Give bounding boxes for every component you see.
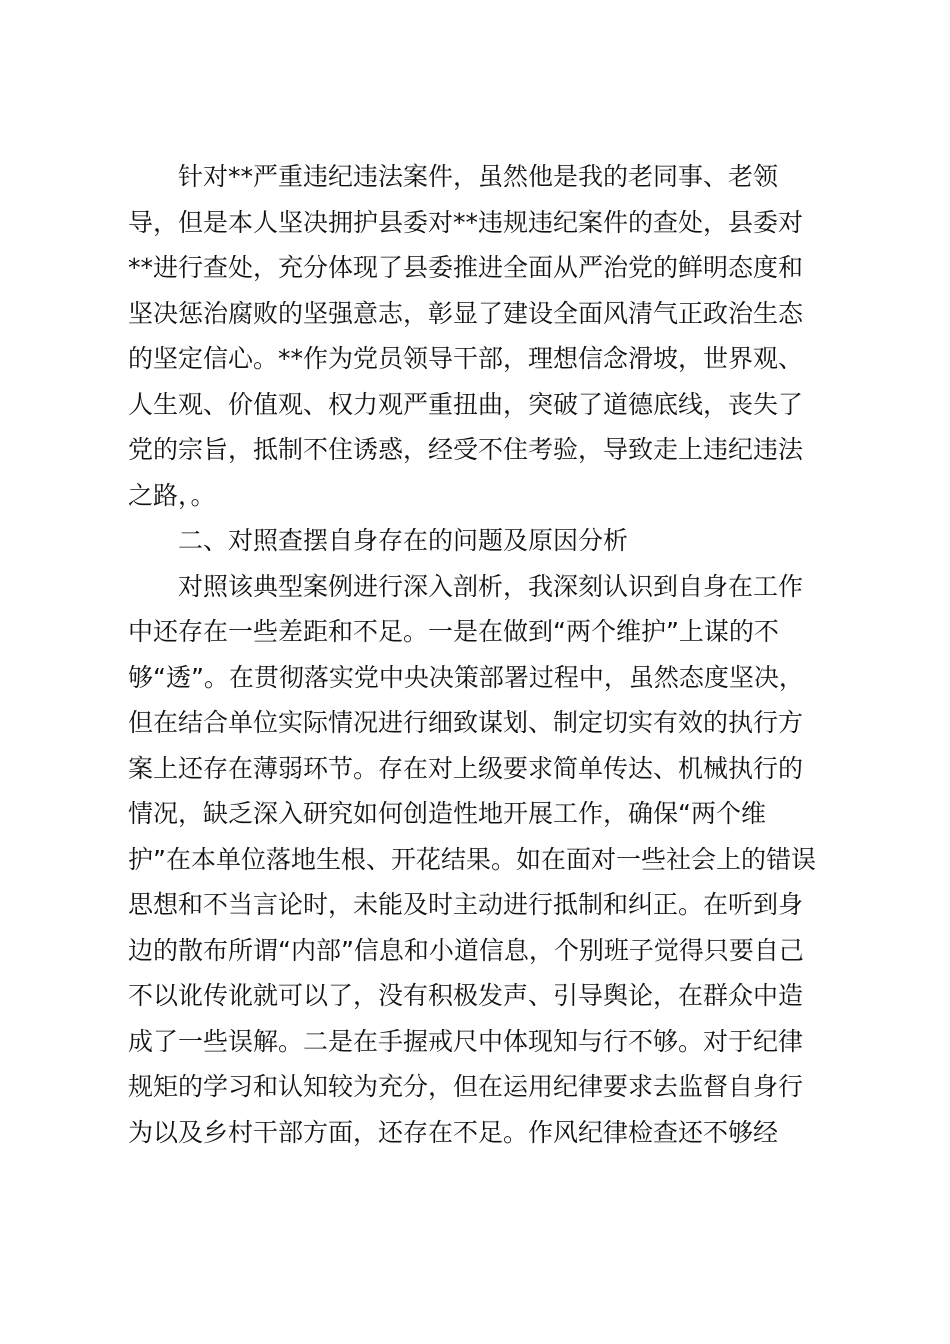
paragraph-2-line-9: 边的散布所谓“内部”信息和小道信息，个别班子觉得只要自己 <box>128 935 804 965</box>
paragraph-2-line-10: 不以讹传讹就可以了，没有积极发声、引导舆论，在群众中造 <box>128 981 804 1010</box>
paragraph-1-line-7: 党的宗旨，抵制不住诱惑，经受不住考验，导致走上违纪违法 <box>128 435 804 464</box>
paragraph-2-line-13: 为以及乡村干部方面，还存在不足。作风纪律检查还不够经 <box>128 1117 779 1147</box>
paragraph-1-line-1: 针对**严重违纪违法案件，虽然他是我的老同事、老领 <box>178 162 779 191</box>
paragraph-2-line-2: 中还存在一些差距和不足。一是在做到“两个维护”上谋的不 <box>128 617 779 646</box>
paragraph-2-line-4: 但在结合单位实际情况进行细致谋划、制定切实有效的执行方 <box>128 708 804 737</box>
paragraph-2-line-5: 案上还存在薄弱环节。存在对上级要求简单传达、机械执行的 <box>128 753 804 783</box>
paragraph-2-line-7: 护”在本单位落地生根、开花结果。如在面对一些社会上的错误 <box>128 844 816 874</box>
paragraph-1-line-3: **进行查处，充分体现了县委推进全面从严治党的鲜明态度和 <box>128 253 804 282</box>
paragraph-1-line-6: 人生观、价值观、权力观严重扭曲，突破了道德底线，丧失了 <box>128 389 804 419</box>
paragraph-2-line-3: 够“透”。在贯彻落实党中央决策部署过程中，虽然态度坚决， <box>128 662 804 692</box>
document-body <box>128 154 833 1155</box>
paragraph-2-line-1: 对照该典型案例进行深入剖析，我深刻认识到自身在工作 <box>178 571 804 601</box>
paragraph-2-line-12: 规矩的学习和认知较为充分，但在运用纪律要求去监督自身行 <box>128 1072 804 1101</box>
paragraph-1-line-5: 的坚定信心。**作为党员领导干部，理想信念滑坡，世界观、 <box>128 344 804 373</box>
paragraph-1-line-2: 导，但是本人坚决拥护县委对**违规违纪案件的查处，县委对 <box>128 207 804 237</box>
paragraph-1-line-4: 坚决惩治腐败的坚强意志，彰显了建设全面风清气正政治生态 <box>128 298 804 328</box>
paragraph-2-line-8: 思想和不当言论时，未能及时主动进行抵制和纠正。在听到身 <box>128 890 804 919</box>
paragraph-1-line-8: 之路，。 <box>128 480 216 510</box>
paragraph-2-line-11: 成了一些误解。二是在手握戒尺中体现知与行不够。对于纪律 <box>128 1026 804 1056</box>
section-heading: 二、对照查摆自身存在的问题及原因分析 <box>178 526 629 555</box>
paragraph-2-line-6: 情况，缺乏深入研究如何创造性地开展工作，确保“两个维 <box>128 799 766 828</box>
